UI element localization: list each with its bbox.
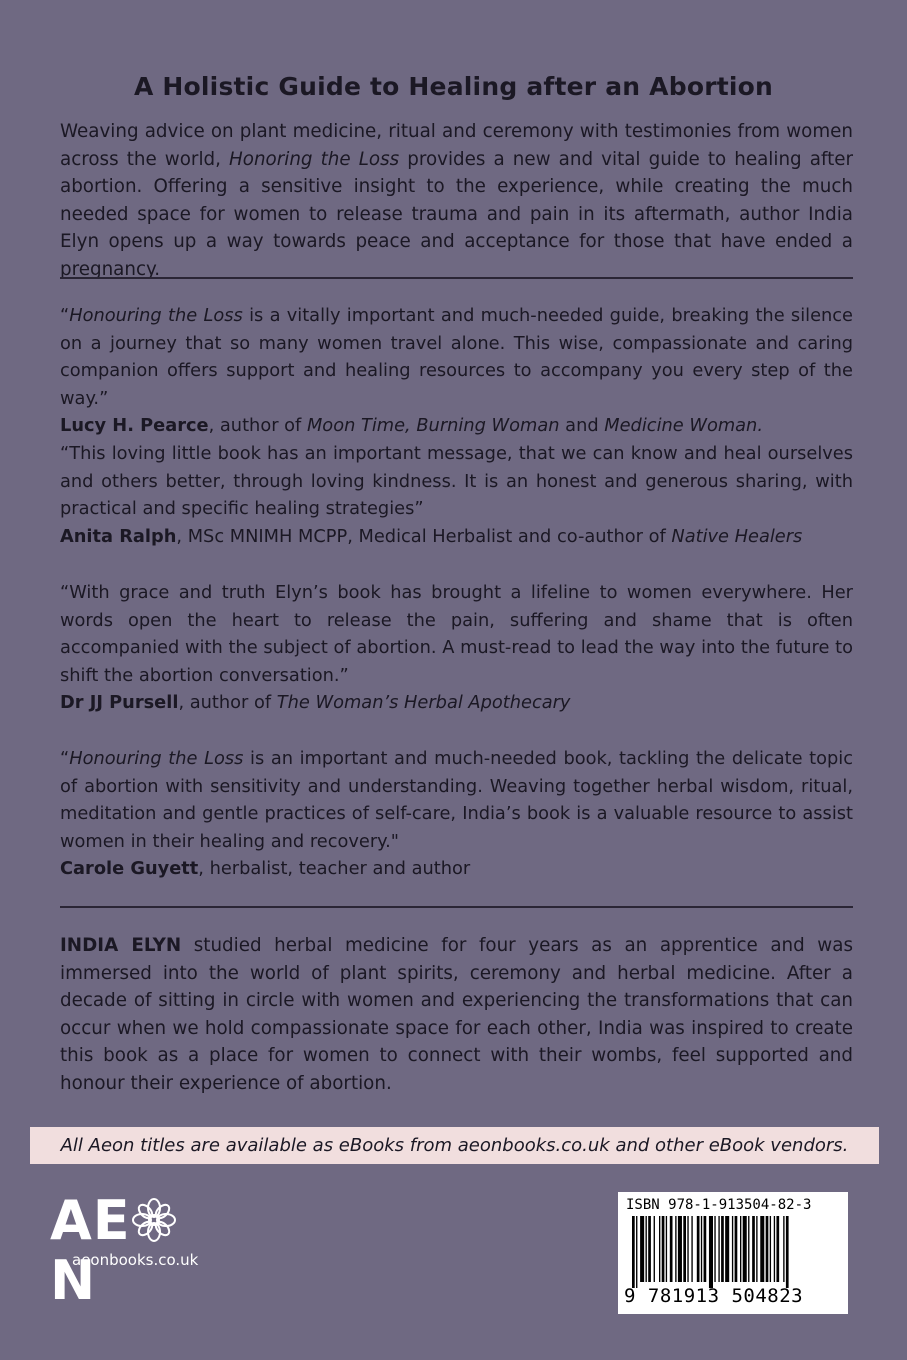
endorser-name: Anita Ralph: [60, 525, 177, 547]
barcode-bar: [760, 1216, 764, 1282]
ebook-availability-note: All Aeon titles are available as eBooks from aeonbooks.co.uk and other eBook vendors.: [30, 1127, 879, 1164]
publisher-logo: [50, 1185, 215, 1312]
isbn-digits: 9 781913 504823: [624, 1285, 804, 1307]
barcode-bar: [774, 1216, 775, 1282]
barcode-bar: [770, 1216, 771, 1282]
barcode-bar: [640, 1216, 644, 1282]
divider: [60, 906, 853, 908]
barcode-bar: [683, 1216, 686, 1282]
isbn-barcode: [618, 1192, 848, 1314]
endorser-name: Dr JJ Pursell: [60, 692, 179, 714]
barcode-bar: [783, 1216, 784, 1282]
barcode-bar: [670, 1216, 673, 1282]
barcode-bar: [704, 1216, 707, 1282]
divider: [60, 277, 853, 279]
endorsement-1: “Honouring the Loss is a vitally important and much-needed guide, breaking the silence on a journey that so many women travel alone. This wise, compassionate and caring companion offers support and healing resources to accompany you every step of the way.” Lucy H. Pearce, author of Moon Time, Burning Woman and Medicine Woman.: [60, 302, 853, 440]
barcode-bar: [675, 1216, 676, 1282]
barcode-bar: [714, 1216, 715, 1282]
barcode-bar: [732, 1216, 733, 1282]
endorser-name: Carole Guyett: [60, 858, 199, 880]
endorsement-attribution: Carole Guyett, herbalist, teacher and author: [60, 858, 471, 880]
book-blurb: Weaving advice on plant medicine, ritual and ceremony with testimonies from women across the world, Honoring the Loss provides a new and vital guide to healing after abortion. Offering a sensitive insight to the experience, while creating the much needed space for women to release trauma and pain in its aftermath, author India Elyn opens up a way towards peace and acceptance for those that have ended a pregnancy.: [60, 121, 853, 280]
endorser-name: Lucy H. Pearce: [60, 415, 209, 437]
barcode-bar: [701, 1216, 702, 1282]
barcode-bar: [648, 1216, 651, 1282]
endorsement-4: “Honouring the Loss is an important and much-needed book, tackling the delicate topic of abortion with sensitivity and understanding. Weaving together herbal wisdom, ritual, meditation and gentle practices of self-care, India’s book is a valuable resource to assist women in their healing and recovery." Carole Guyett, herbalist, teacher and author: [60, 745, 853, 883]
blurb-book-title: Honoring the Loss: [229, 148, 400, 170]
barcode-bars: [632, 1216, 840, 1288]
endorsement-attribution: Dr JJ Pursell, author of The Woman’s Herbal Apothecary: [60, 692, 571, 714]
barcode-bar: [709, 1216, 713, 1288]
author-name: INDIA ELYN: [60, 935, 182, 956]
logo-wordmark: AEN: [50, 1191, 215, 1311]
barcode-bar: [691, 1216, 692, 1282]
endorsement-attribution: Anita Ralph, MSc MNIMH MCPP, Medical Herbalist and co-author of Native Healers: [60, 525, 803, 547]
barcode-bar: [636, 1216, 637, 1288]
flower-icon: [131, 1195, 177, 1241]
endorsement-3: “With grace and truth Elyn’s book has brought a lifeline to women everywhere. Her words open the heart to release the pain, suffering and shame that is often accompanied with the subject of abortion. A must-read to lead the way into the future to shift the abortion conversation.” Dr JJ Pursell, author of The Woman’s Herbal Apothecary: [60, 579, 853, 717]
barcode-bar: [721, 1216, 724, 1282]
endorsement-attribution: Lucy H. Pearce, author of Moon Time, Burning Woman and Medicine Woman.: [60, 415, 763, 437]
barcode-bar: [662, 1216, 665, 1282]
barcode-bar: [678, 1216, 682, 1282]
barcode-bar: [735, 1216, 738, 1282]
barcode-bar: [725, 1216, 729, 1282]
barcode-bar: [687, 1216, 688, 1282]
barcode-bar: [740, 1216, 741, 1282]
barcode-bar: [654, 1216, 655, 1282]
barcode-bar: [743, 1216, 747, 1282]
barcode-bar: [666, 1216, 667, 1282]
publisher-url: aeonbooks.co.uk: [72, 1251, 199, 1269]
barcode-bar: [752, 1216, 755, 1282]
isbn-label: ISBN 978-1-913504-82-3: [626, 1197, 812, 1213]
barcode-bar: [748, 1216, 749, 1282]
barcode-bar: [646, 1216, 647, 1282]
barcode-bar: [718, 1216, 719, 1282]
barcode-bar: [786, 1216, 789, 1288]
barcode-bar: [766, 1216, 769, 1282]
barcode-bar: [756, 1216, 757, 1282]
cover-headline: A Holistic Guide to Healing after an Abortion: [133, 72, 774, 101]
barcode-bar: [659, 1216, 660, 1282]
barcode-bar: [697, 1216, 700, 1282]
author-bio: INDIA ELYN studied herbal medicine for four years as an apprentice and was immersed into the world of plant spirits, ceremony and herbal medicine. After a decade of sitting in circle with women and experiencing the transformations that can occur when we hold compassionate space for each other, India was inspired to create this book as a place for women to connect with their wombs, feel supported and honour their experience of abortion.: [60, 935, 853, 1094]
barcode-bar: [776, 1216, 779, 1282]
barcode-bar: [632, 1216, 635, 1288]
endorsement-2: “This loving little book has an important message, that we can know and heal ourselves and others better, through loving kindness. It is an honest and generous sharing, with practical and specific healing strategies” Anita Ralph, MSc MNIMH MCPP, Medical Herbalist and co-author of Native Healers: [60, 440, 853, 550]
